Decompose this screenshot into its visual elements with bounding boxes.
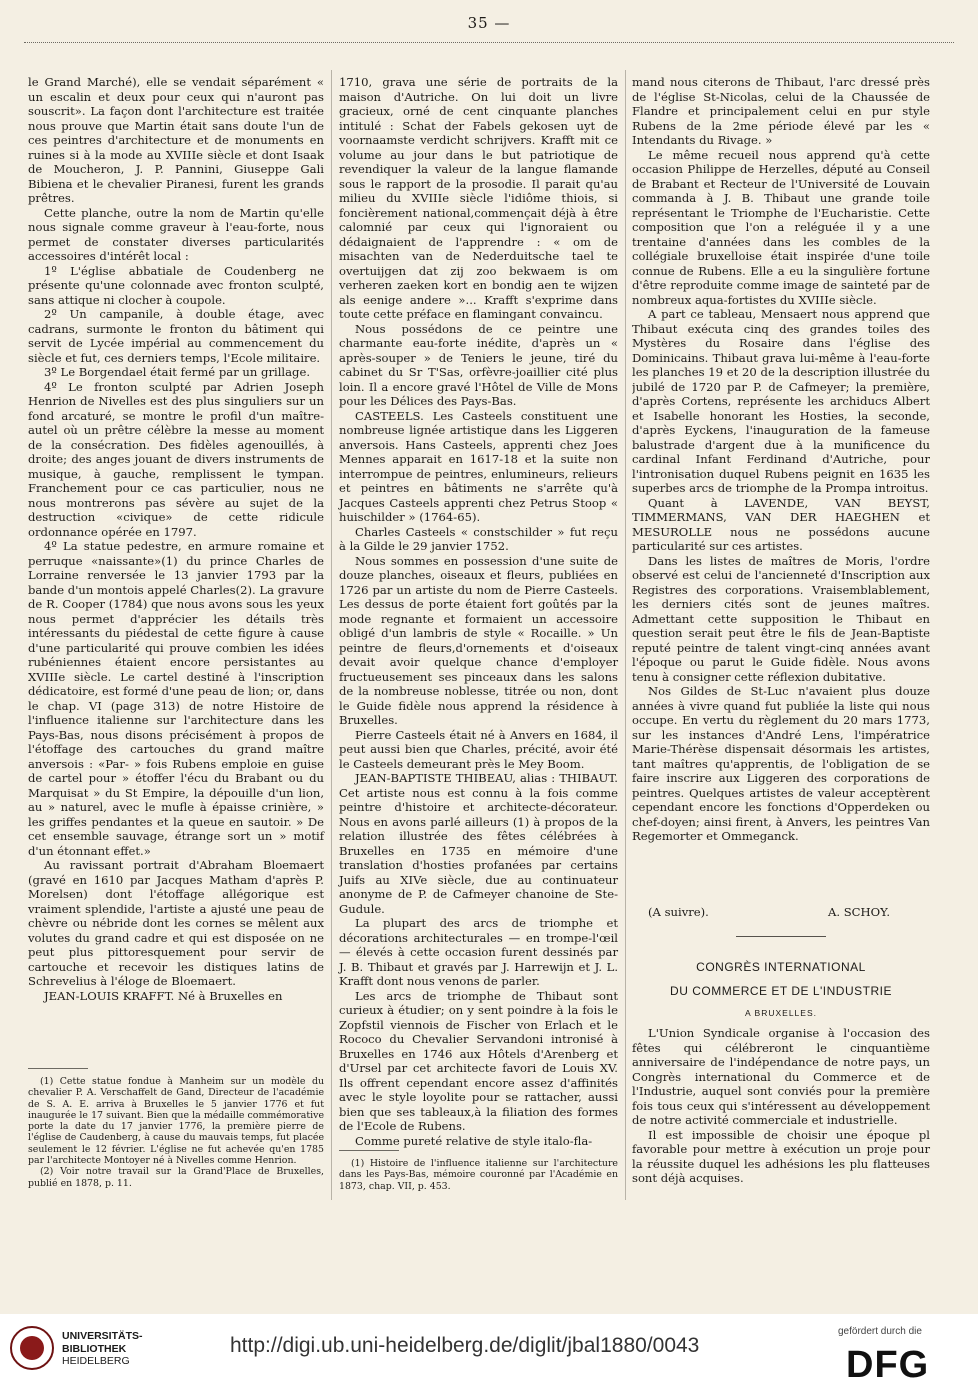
paragraph: JEAN-BAPTISTE THIBEAU, alias : THIBAUT. Cet artiste nous est connu à la fois comme peintre d'histoire et architecte-décorateur. Nous en avons parlé ailleurs (1) à propos de la relation illustrée des fêtes célébrées à Bruxelles en 1735 en mémoire d'une translation d'hosties profanées par certains Juifs au XIVe siècle, due au continuateur anonyme de P. de Cafmeyer chanoine de Ste-Gudule. [339,771,618,916]
paragraph: L'Union Syndicale organise à l'occasion des fêtes qui célébreront le cinquantième anniversaire de l'indépendance de notre pays, un Congrès international du Commerce et de l'Industrie, auquel sont conviés pour la première fois tous ceux qui s'intéressent au développement de notre activité commerciale et industrielle. [632,1026,930,1127]
paragraph: La plupart des arcs de triomphe et décorations architecturales — en trompe-l'œil — élevés à cette occasion furent dessinés par J. B. Thibaut et gravés par J. Harrewijn et J. L. Krafft dont nous venons de parler. [339,916,618,988]
section-subheading: A BRUXELLES. [744,1008,817,1018]
paragraph: 4º La statue pedestre, en armure romaine et perruque «naissante»(1) du prince Charles de Lorraine renversée le 13 janvier 1793 par la bande d'un montois appelé Charles(2). La gravure de R. Cooper (1784) que nous avons sous les yeux nous permet d'apprécier les détails très intéressants du piédestal de cette figure à cause d'une particularité qui prouve combien les idées rubéniennes étaient encore persistantes au XVIIIe siècle. Le cartel destiné à l'inscription dédicatoire, est formé d'une peau de lion; or, dans le chap. VI (page 313) de notre Histoire de l'influence italienne sur l'architecture dans les Pays-Bas, nous disons précisément à propos de l'étoffage des cartouches du grand maître anversois : «Par- » fois Rubens emploie en guise de cartel pour » étoffer l'écu du Brabant ou du Marquisat » du St Empire, la dépouille d'un lion, au » naturel, avec le mufle à épaisse crinière, » les griffes pendantes et la queue en sautoir. » De cet ensemble sauvage, étrange sort un » motif d'un étonnant effet.» [28,539,324,858]
paragraph: CASTEELS. Les Casteels constituent une nombreuse lignée artistique dans les Liggeren anversois. Hans Casteels, apprenti chez Joes Mennes apparait en 1617-18 et la suite non interrompue de peintres, enlumineurs, relieurs et peintres en bâtiments ne s'arrête qu'à Jacques Casteels apprenti chez Petrus Stoop « huischilder » (1764-65). [339,408,618,524]
paragraph: Pierre Casteels était né à Anvers en 1684, il peut aussi bien que Charles, précité, avoir été le Casteels demeurant près le Mey Boom. [339,727,618,771]
header-rule [24,42,954,43]
section-heading: CONGRÈS INTERNATIONAL [696,960,866,974]
paragraph: 3º Le Borgendael était fermé par un grillage. [44,365,311,379]
paragraph: Cette planche, outre la nom de Martin qu'elle nous signale comme graveur à l'eau-forte, nous permet de constater diverses particularités accessoires d'intérêt local : [28,205,324,263]
dfg-logo: DFG [846,1344,930,1386]
university-name [62,1330,143,1368]
paragraph: Nous possédons de ce peintre une charmante eau-forte inédite, d'après un « après-souper » de Teniers le jeune, tiré du cabinet du Sr T'Sas, orfèvre-joaillier cité plus loin. Il a encore gravé l'Hôtel de Ville de Mons pour les Délices des Pays-Bas. [339,321,618,408]
to-be-continued: (A suivre). [648,905,709,919]
footnotes-column-2 [339,1158,618,1192]
paragraph: Le même recueil nous apprend qu'à cette occasion Philippe de Herzelles, député au Conseil de Brabant et Recteur de l'Université de Louvain commanda à J. B. Thibaut une grande toile représentant le Triomphe de l'Eucharistie. Cette composition que l'on a reléguée il y a une trentaine d'années dans les combles de la collégiale bruxelloise était inspirée d'une toile connue de Rubens. Elle a eu la singulière fortune d'être reproduite comme image de sainteté par de nombreux aqua-fortistes du XVIIIe siècle. [632,147,930,307]
column-3-article [632,1026,930,1186]
paragraph: Au ravissant portrait d'Abraham Bloemaert (gravé en 1610 par Jacques Matham d'après P. Morelsen) dont l'étoffage allégorique est vraiment splendide, l'artiste a ajusté une peau de chèvre ou nébride dont les cornes se mêlent aux volutes du grand cadre et qui est disposée on ne peut plus pittoresquement pour servir de cartouche et recevoir les distiques latins de Schrevelius à l'éloge de Bloemaert. [28,858,324,988]
library-footer [0,1314,978,1391]
footnote: (1) Cette statue fondue à Manheim sur un modèle du chevalier P. A. Verschaffelt de Gand, Directeur de l'académie de S. A. E. arriva à Bruxelles le 5 janvier 1776 et fut inaugurée le 17 suivant. Bien que la médaille commémorative porte la date du 17 janvier 1776, la première pierre de l'église de Caudenberg, à cause du mauvais temps, fut placée seulement le 12 février. L'église ne fut achevée qu'en 1785 par l'architecte Montoyer né à Nivelles comme Henrion. [28,1076,324,1167]
paragraph: 2º Un campanile, à double étage, avec cadrans, surmonte le fronton du bâtiment qui servit de Lycée impérial au commencement du siècle et fut, ces derniers temps, l'Ecole militaire. [28,307,324,365]
paragraph: 1º L'église abbatiale de Coudenberg ne présente qu'une colonnade avec fronton sculpté, sans attique ni clocher à coupole. [28,263,324,307]
paragraph: 1710, grava une série de portraits de la maison d'Autriche. On lui doit un livre gracieux, orné de cent cinquante planches intitulé : Schat der Fabels gekosen uyt de voornaamste verdicht schrijvers. Krafft mit ce volume au jour dans le but patriotique de revendiquer la valeur de la langue flamande sous le rapport de la prosodie. Il parait qu'au milieu du XVIIIe siècle l'idiôme thiois, si foncièrement national,commençait déjà à être calomnié par ceux qui l'ignoraient ou dédaignaient de l'apprendre : « om de misachten van de Nederduitsche tael te overtuijgen dat zij zoo bekwaem is om verheren zaeken kort en bondig aen te wijzen als eenige andere »... Krafft s'exprime dans toute cette préface en flamingant convaincu. [339,75,618,321]
paragraph: JEAN-LOUIS KRAFFT. Né à Bruxelles en [44,988,283,1003]
column-divider [331,70,332,1200]
page-number: 35 — [467,14,511,32]
funded-by-text: gefördert durch die [838,1326,922,1337]
signature-line [632,905,930,920]
university-seal-icon [10,1326,54,1370]
section-heading: DU COMMERCE ET DE L'INDUSTRIE [670,984,892,998]
paragraph: Il est impossible de choisir une époque pl favorable pour mettre à exécution un proje pour la réussite duquel les adhésions les plu flatteuses sont déjà acquises. [632,1127,930,1185]
paragraph: Nous sommes en possession d'une suite de douze planches, oiseaux et fleurs, publiées en 1726 par un artiste du nom de Pierre Casteels. Les dessus de porte étaient fort goûtés par la mode regnante et formaient un accessoire obligé d'un lambris de style « Rocaille. » Un peintre de fleurs,d'ornements et d'oiseaux devait avoir quelque chance d'employer fructueusement ses pinceaux dans les salons de la nombreuse noblesse, titrée ou non, dont le Guide fidèle nous apprend la résidence à Bruxelles. [339,553,618,727]
footnote: (1) Histoire de l'influence italienne sur l'architecture dans les Pays-Bas, mémoire couronné par l'Académie en 1873, chap. VII, p. 453. [339,1158,618,1192]
column-2 [339,75,618,1148]
paragraph: Dans les listes de maîtres de Moris, l'ordre observé est celui de l'ancienneté d'Inscription aux Registres des corporations. Vraisemblablement, les derniers cités sont de jeunes maîtres. Admettant cette supposition le Thibaut en question serait peut être le fils de Jean-Baptiste reputé peintre de talent vingt-cinq années avant l'époque ou parut le Guide fidèle. Nous avons tenu à consigner cette réflexion dubitative. [632,553,930,684]
paragraph: Comme pureté relative de style italo-fla- [355,1133,593,1148]
university-line: HEIDELBERG [62,1355,130,1367]
author-signature: A. SCHOY. [827,905,890,919]
footnote: (2) Voir notre travail sur la Grand'Place de Bruxelles, publié en 1878, p. 11. [28,1166,324,1189]
paragraph: Les arcs de triomphe de Thibaut sont curieux à étudier; on y sent poindre à la fois le Zopfstil viennois de Fischer von Erlach et le Rococo du Chevalier Servandoni intronisé à Bruxelles en 1746 aux Hôtels d'Arenberg et d'Ursel par cet architecte favori de Louis XV. Ils offrent cependant encore assez d'affinités avec le style loyolite pour se rattacher, aussi bien que ses tableaux,à la filiation des formes de l'Ecole de Rubens. [339,988,618,1133]
source-url-link[interactable]: http://digi.ub.uni-heidelberg.de/diglit/jbal1880/0043 [230,1334,700,1357]
column-3 [632,75,930,925]
column-1 [28,75,324,1003]
column-divider [625,70,626,1200]
paragraph: le Grand Marché), elle se vendait séparément « un escalin et deux pour ceux qui n'auront pas souscrit». La façon dont l'architecture est traitée nous prouve que Martin était sans doute l'un de ces peintres d'architecture et de monuments en ruines si à la mode au XVIIIe siècle et dont Isaak de Moucheron, J. P. Pannini, Giuseppe Gali Bibiena et le chevalier Piranesi, furent les grands prêtres. [28,75,324,205]
university-line: BIBLIOTHEK [62,1342,127,1355]
paragraph: Charles Casteels « constschilder » fut reçu à la Gilde le 29 janvier 1752. [339,524,618,553]
paragraph: Nos Gildes de St-Luc n'avaient plus douze années à vivre quand fut publiée la liste qui nous occupe. En vertu du règlement du 20 mars 1773, sur les instances d'André Lens, l'impératrice Marie-Thérèse dispensait désormais les artistes, tant maîtres qu'apprentis, de l'obligation de se faire inscrire aux Liggeren des corporations de peintres. Quelques artistes de valeur acceptèrent cependant encore les fonctions d'Opperdeken ou chef-doyen; ainsi firent, à Anvers, les peintres Van Regemorter et Ommeganck. [632,684,930,843]
paragraph: Quant à LAVENDE, VAN BEYST, TIMMERMANS, VAN DER HAEGHEN et MESUROLLE nous ne possédons aucune particularité sur ces artistes. [632,495,930,553]
footnotes-column-1 [28,1076,324,1189]
paragraph: A part ce tableau, Mensaert nous apprend que Thibaut exécuta cinq des grandes toiles des Mystères du Rosaire dans l'église des Dominicains. Thibaut grava lui-même à l'eau-forte les planches 19 et 20 de la description illustrée du jubilé de 1720 par P. de Cafmeyer; la première, d'après Cortens, représente les archiducs Albert et Isabelle honorant les Hosties, la seconde, d'après Eyckens, l'inauguration de la fameuse balustrade d'argent due à la munificence du cardinal Infant Ferdinand d'Autriche, pour l'intronisation duquel Rubens peignit en 1635 les superbes arcs de triomphe de la Prompa introitus. [632,307,930,495]
section-separator [736,936,826,937]
footnote-rule [339,1150,399,1151]
university-line: UNIVERSITÄTS- [62,1330,143,1342]
paragraph: mand nous citerons de Thibaut, l'arc dressé près de l'église St-Nicolas, celui de la Chaussée de Flandre et principalement celui en pur style Rubens de la 2me période élevé par les « Intendants du Rivage. » [632,75,930,147]
paragraph: 4º Le fronton sculpté par Adrien Joseph Henrion de Nivelles est des plus singuliers sur un fond arcaturé, se montre le profil d'un maître-autel où un prêtre célèbre la messe au moment de la consécration. Des fidèles agenouillés, à droite; des anges jouant de divers instruments de musique, à gauche, remplissent le tympan. Franchement pour ce cas particulier, nous ne nous montrerons pas sévère au sujet de la destruction «civique» de cette ridicule ordonnance opérée en 1797. [28,379,324,539]
footnote-rule [28,1068,88,1069]
